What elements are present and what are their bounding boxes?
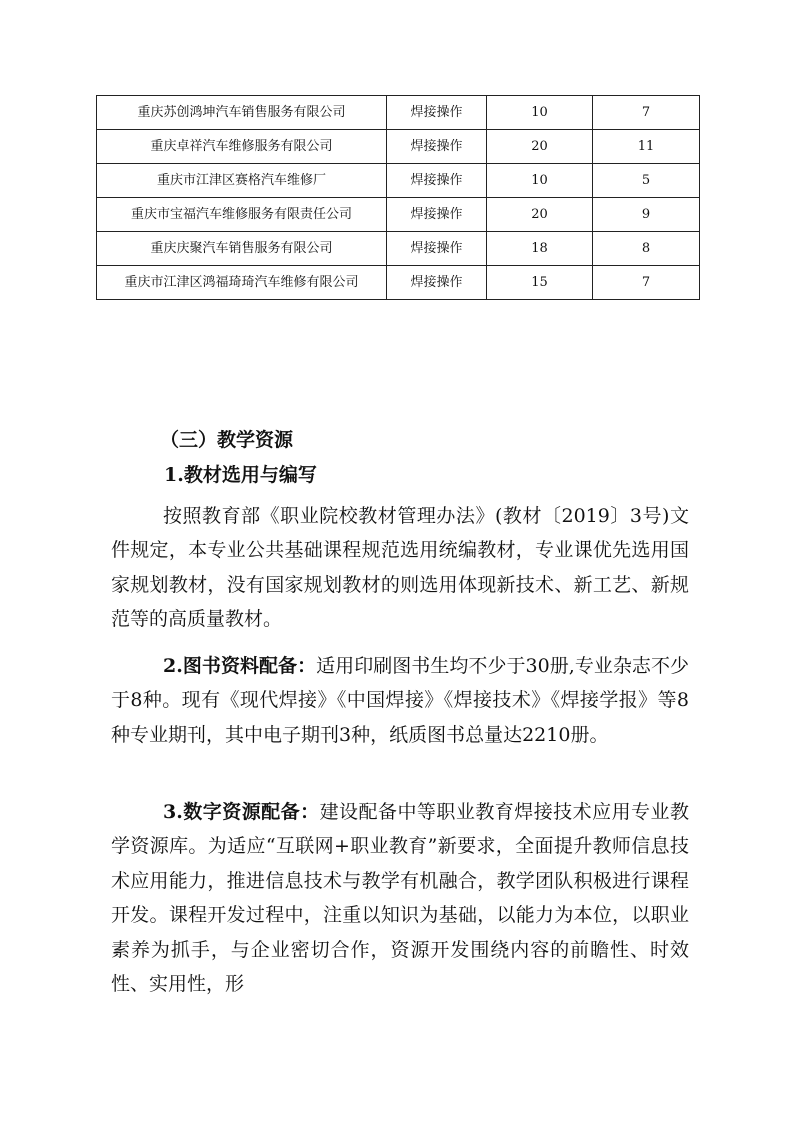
- number-cell: 11: [593, 130, 700, 164]
- paragraph-lead: 3.数字资源配备：: [163, 801, 320, 823]
- number-cell: 10: [487, 164, 593, 198]
- table-row: [97, 96, 700, 130]
- number-cell: 8: [593, 232, 700, 266]
- number-cell: 7: [593, 266, 700, 300]
- company-cell: 重庆市江津区鸿福琦琦汽车维修有限公司: [97, 266, 387, 300]
- type-cell: 焊接操作: [387, 96, 487, 130]
- number-cell: 15: [487, 266, 593, 300]
- table-row: [97, 164, 700, 198]
- number-cell: 20: [487, 198, 593, 232]
- type-cell: 焊接操作: [387, 266, 487, 300]
- table-row: [97, 198, 700, 232]
- company-cell: 重庆市宝福汽车维修服务有限责任公司: [97, 198, 387, 232]
- table-row: [97, 130, 700, 164]
- section-heading: （三）教学资源: [160, 429, 294, 451]
- type-cell: 焊接操作: [387, 164, 487, 198]
- paragraph-textbook-selection: 按照教育部《职业院校教材管理办法》(教材〔2019〕3号)文件规定，本专业公共基础课程规范选用统编教材，专业课优先选用国家规划教材，没有国家规划教材的则选用体现新技术、新工艺、新规范等的高质量教材。: [111, 505, 689, 631]
- number-cell: 7: [593, 96, 700, 130]
- partner-company-table: [96, 95, 700, 300]
- company-cell: 重庆庆聚汽车销售服务有限公司: [97, 232, 387, 266]
- subsection-heading: 1.教材选用与编写: [164, 464, 317, 486]
- number-cell: 20: [487, 130, 593, 164]
- paragraph-lead: 2.图书资料配备：: [163, 655, 317, 677]
- company-cell: 重庆苏创鸿坤汽车销售服务有限公司: [97, 96, 387, 130]
- paragraph-body: 适用印刷图书生均不少于30册,专业杂志不少于8种。现有《现代焊接》《中国焊接》《焊接技术》《焊接学报》等8种专业期刊，其中电子期刊3种，纸质图书总量达2210册。: [111, 655, 690, 746]
- number-cell: 5: [593, 164, 700, 198]
- number-cell: 18: [487, 232, 593, 266]
- number-cell: 10: [487, 96, 593, 130]
- table-row: [97, 266, 700, 300]
- type-cell: 焊接操作: [387, 232, 487, 266]
- paragraph-body: 建设配备中等职业教育焊接技术应用专业教学资源库。为适应“互联网+职业教育”新要求，全面提升教师信息技术应用能力，推进信息技术与教学有机融合，教学团队积极进行课程开发。课程开发过程中，注重以知识为基础，以能力为本位，以职业素养为抓手，与企业密切合作，资源开发围绕内容的前瞻性、时效性、实用性，形: [111, 801, 689, 996]
- number-cell: 9: [593, 198, 700, 232]
- paragraph-digital-resources: [111, 795, 689, 1001]
- paragraph-library-resources: [111, 649, 689, 752]
- company-cell: 重庆市江津区赛格汽车维修厂: [97, 164, 387, 198]
- company-cell: 重庆卓祥汽车维修服务有限公司: [97, 130, 387, 164]
- table-row: [97, 232, 700, 266]
- type-cell: 焊接操作: [387, 198, 487, 232]
- type-cell: 焊接操作: [387, 130, 487, 164]
